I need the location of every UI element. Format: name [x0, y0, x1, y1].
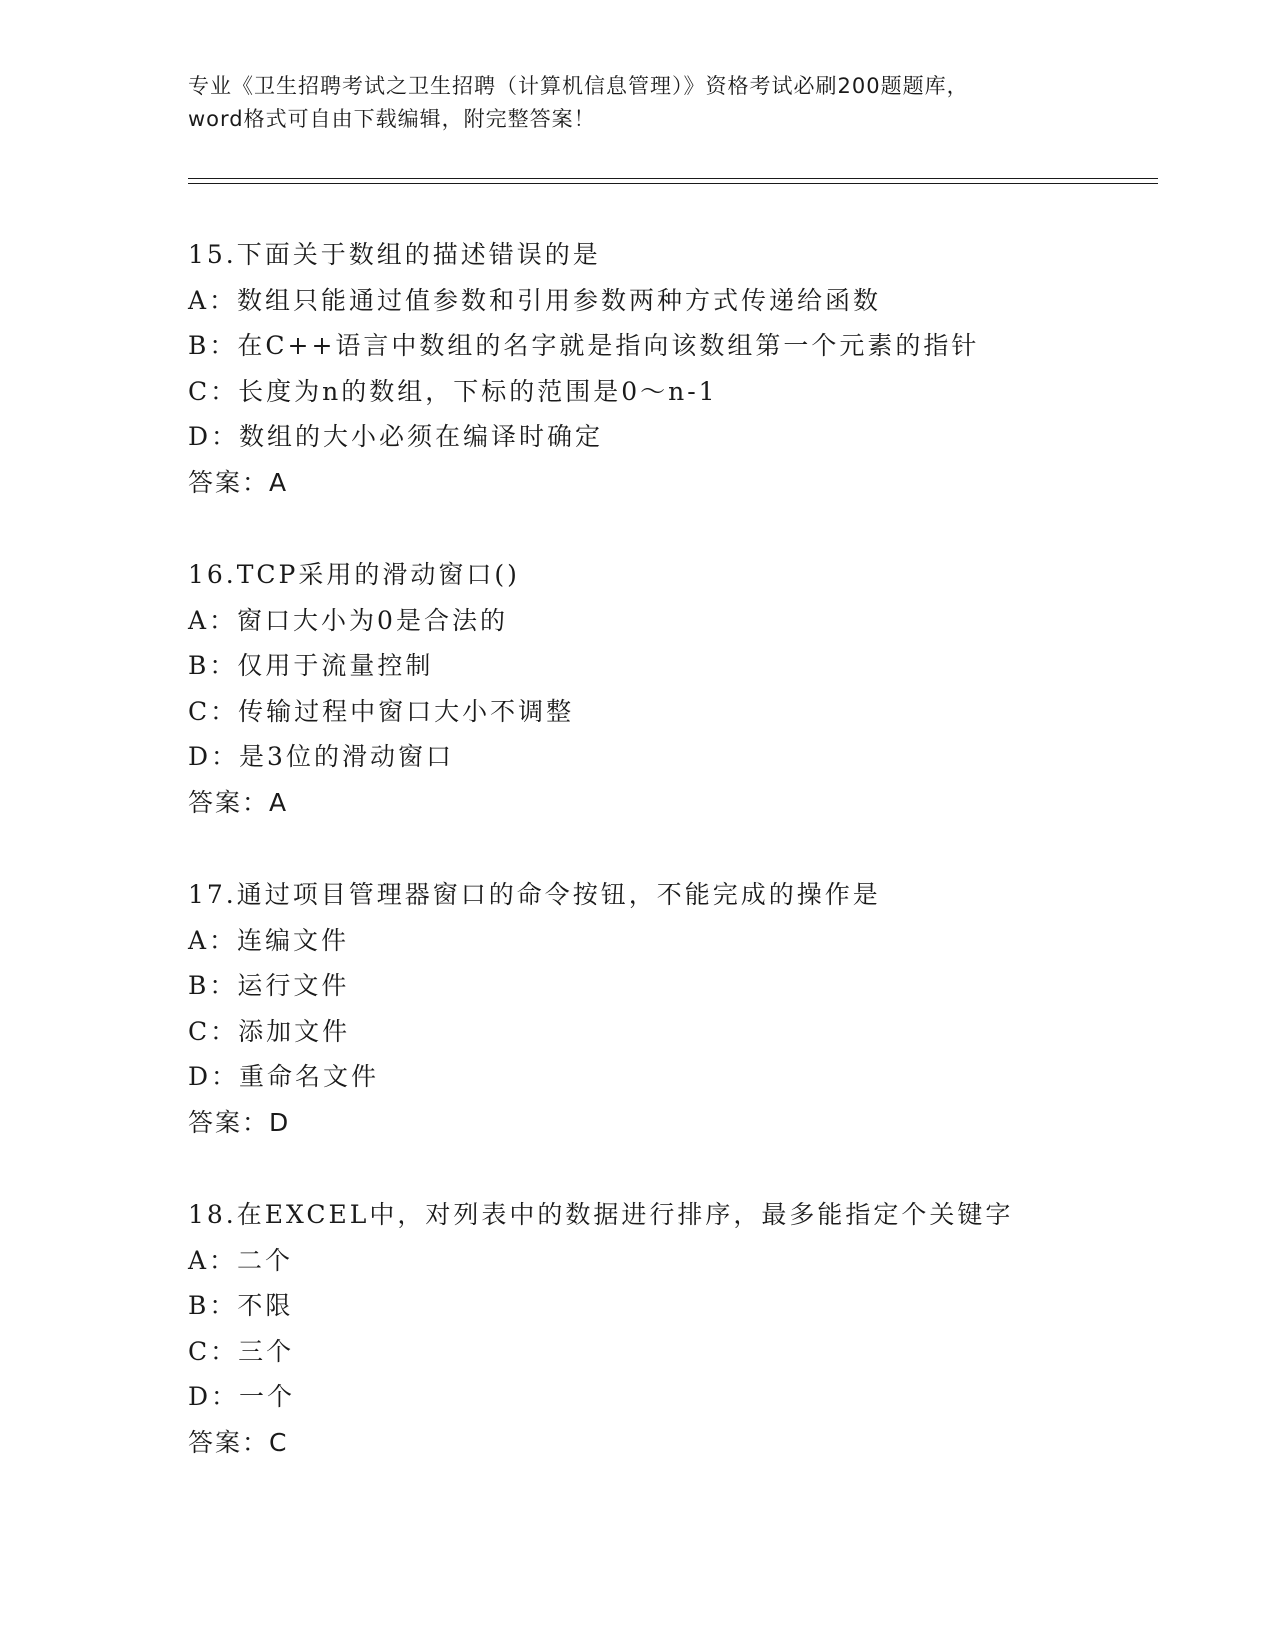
question-stem: 16.TCP采用的滑动窗口() [188, 560, 520, 589]
option-a: A：数组只能通过值参数和引用参数两种方式传递给函数 [188, 285, 882, 315]
document-header [188, 70, 1088, 136]
option-c: C：三个 [188, 1336, 295, 1366]
option-c: C：传输过程中窗口大小不调整 [188, 696, 575, 726]
answer: 答案：D [188, 1107, 291, 1137]
header-line-1: 专业《卫生招聘考试之卫生招聘（计算机信息管理）》资格考试必刷200题题库， [188, 74, 969, 98]
question-list [188, 232, 1168, 1512]
option-b: B：运行文件 [188, 971, 350, 1000]
option-a: A：二个 [188, 1245, 294, 1275]
answer: 答案：A [188, 787, 289, 817]
option-b: B：在C++语言中数组的名字就是指向该数组第一个元素的指针 [188, 331, 980, 360]
header-line-2: word格式可自由下载编辑，附完整答案！ [188, 107, 596, 131]
option-b: B：不限 [188, 1291, 294, 1320]
option-a: A：窗口大小为0是合法的 [188, 605, 508, 635]
option-d: D：重命名文件 [188, 1062, 380, 1091]
question-15 [188, 232, 1168, 552]
option-d: D：数组的大小必须在编译时确定 [188, 422, 604, 451]
option-d: D：一个 [188, 1382, 296, 1411]
question-16 [188, 552, 1168, 872]
header-divider [188, 178, 1158, 184]
option-a: A：连编文件 [188, 925, 350, 955]
option-b: B：仅用于流量控制 [188, 651, 434, 680]
option-d: D：是3位的滑动窗口 [188, 742, 454, 771]
answer: 答案：C [188, 1427, 289, 1457]
question-stem: 18.在EXCEL中，对列表中的数据进行排序，最多能指定个关键字 [188, 1200, 1014, 1229]
question-17 [188, 872, 1168, 1192]
answer: 答案：A [188, 467, 289, 497]
option-c: C：添加文件 [188, 1016, 351, 1046]
question-18 [188, 1192, 1168, 1512]
question-stem: 17.通过项目管理器窗口的命令按钮，不能完成的操作是 [188, 880, 881, 909]
option-c: C：长度为n的数组，下标的范围是0～n-1 [188, 376, 718, 406]
question-stem: 15.下面关于数组的描述错误的是 [188, 240, 601, 269]
